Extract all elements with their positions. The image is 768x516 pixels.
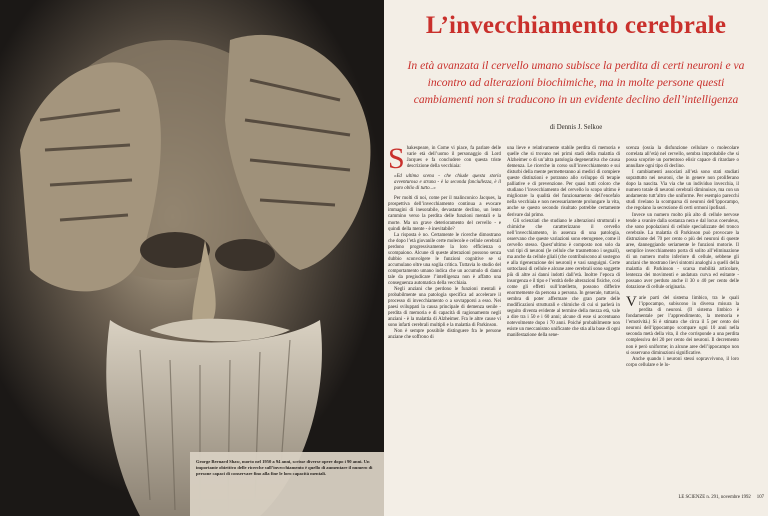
article-author: di Dennis J. Selkoe bbox=[549, 124, 603, 131]
journal-issue: LE SCIENZE n. 291, novembre 1992 bbox=[678, 495, 751, 500]
drop-cap: V bbox=[626, 294, 637, 311]
paragraph: Anche quando i neuroni stessi sopravvivono, il loro corpo cellulare e le lo- bbox=[626, 356, 739, 368]
paragraph: I cambiamenti associati all’età sono stati studiati soprattutto nei neuroni, che in genere non proliferano dopo la nascita. Via via che un individuo invecchia, il numero totale di neuroni cerebrali diminuisce, ma con un andamento tutt’altro che uniforme. Per esempio parecchi studi rivelano la scomparsa di neuroni dell’ippocampo, che regolano la secrezione di certi ormoni ipofisari. bbox=[626, 170, 739, 212]
paragraph: Gli scienziati che studiano le alterazioni strutturali e chimiche che caratterizzano il cervello nell’invecchiamento, in assenza di una patologia, osservano che queste variazioni sono eterogenee, come il cervello stesso. Quest’ultimo è composto non solo da vari tipi di neuroni (le cellule che trasmettono i segnali), ma anche da cellule gliali (che contribuiscono al sostegno e alla rigenerazione dei neuroni) e vasi sanguigni. Certe sottoclassi di cellule e alcune aree cerebrali sono soggette più di altre ai danni indotti dall’età. Inoltre l’epoca di insorgenza e il tipo e l’entità delle alterazioni fisiche, così come gli effetti sull’intelletto, possono differire enormemente da persona a persona. In generale, tuttavia, sembra di poter affermare che gran parte delle modificazioni strutturali e chimiche di cui si parlerà in seguito diventa evidente al termine della mezza età, vale a dire tra i 50 e i 60 anni; alcune di esse si accentuano notevolmente dopo i 70 anni. Poiché probabilmente non esiste un meccanismo unificante che stia alla base di ogni manifestazione della sene- bbox=[507, 218, 620, 339]
paragraph: scenza (ossia la disfunzione cellulare o molecolare correlata all’età) nel cervello, sembra improbabile che si possa scoprire un portentoso elisir capace di ritardare o annullare ogni tipo di declino. bbox=[626, 146, 739, 170]
text-column-2 bbox=[507, 146, 620, 340]
paragraph: Negli anziani che perdono le funzioni mentali è probabilmente una patologia specifica ad accelerare il processo di invecchiamento o a sovrapporsi a esso. Nei paesi sviluppati la causa principale di demenza senile - perdita di memoria e di capacità di ragionamento negli anziani - è la malattia di Alzheimer. Fra le altre cause vi sono infarti cerebrali multipli e la malattia di Parkinson. bbox=[388, 287, 501, 329]
paragraph: Shakespeare, in Come vi piace, fa parlare delle varie età dell’uomo il personaggio di Lord Jacques e fa concludere con questa triste descrizione della vecchiaia: bbox=[388, 142, 501, 175]
page-footer bbox=[638, 495, 764, 500]
text-column-3 bbox=[626, 146, 739, 369]
paragraph: Per molti di noi, come per il malinconico Jacques, la prospettiva dell’invecchiamento continua a evocare immagini di inesorabile, devastante declino, un lento cammino verso la perdita delle funzioni mentali e la morte. Ma un grave deterioramento del cervello - e quindi della mente - è inevitabile? bbox=[388, 196, 501, 232]
paragraph: Non è sempre possibile distinguere fra le persone anziane che soffrono di bbox=[388, 329, 501, 341]
paragraph: La risposta è no. Certamente le ricerche dimostrano che dopo l’età giovanile certe molecole e cellule cerebrali perdono progressivamente la loro efficienza o scompaiono. Alcune di queste alterazioni possono senza dubbio sconvolgere le funzioni cognitive se si accumulano oltre una soglia critica. Tuttavia lo studio del comportamento umano indica che un accumulo di danni tale da pregiudicare l’intelligenza non è affatto una conseguenza automatica della vecchiaia. bbox=[388, 232, 501, 286]
paragraph: una lieve e relativamente stabile perdita di memoria e quelle che si trovano nei primi stadi della malattia di Alzheimer o di un’altra patologia degenerativa che causa demenza. Le ricerche in corso sull’invecchiamento e sui disturbi della mente permetteranno ai medici di compiere queste distinzioni e potranno allo sviluppo di terapie palliative e di prevenzione. Per quasi tutti coloro che studiano l’invecchiamento del cervello lo scopo ultimo è migliorare la qualità del funzionamento dell’encefalo nella vecchiaia e non necessariamente prolungare la vita, anche se questo secondo risultato potrebbe certamente derivare dal primo. bbox=[507, 146, 620, 218]
article-title: L’invecchiamento cerebrale bbox=[425, 12, 727, 39]
photo-caption: George Bernard Shaw, morto nel 1950 a 94 anni, scrisse diverse opere dopo i 90 anni. Un importante obiettivo delle ricerche sull’invecchiamento è quello di aumentare il numero di persone capaci di conservare fino alla fine le loro capacità mentali. bbox=[196, 459, 373, 476]
quote: «Ed ultima scena - che chiude questa storia avventurosa e strana - è la seconda fanciullezza, è il puro oblio di tutto...» bbox=[394, 174, 501, 192]
text-column-1 bbox=[388, 142, 501, 341]
page-number: 107 bbox=[756, 495, 764, 500]
article-subtitle: In età avanzata il cervello umano subisce la perdita di certi neuroni e va incontro ad alterazioni biochimiche, ma in molte persone questi cambiamenti non si traducono in un evidente declino dell’intelligenza bbox=[407, 59, 745, 106]
article-page bbox=[384, 0, 768, 516]
paragraph: Varie parti del sistema limbico, tra le quali l’ippocampo, subiscono in diversa misura la perdita di neuroni. (Il sistema limbico è fondamentale per l’apprendimento, la memoria e l’emotività.) Si è stimato che circa il 5 per cento dei neuroni dell’ippocampo scompare ogni 10 anni nella seconda metà della vita, il che corrisponde a una perdita complessiva del 20 per cento dei neuroni. Il decremento non è però uniforme; in alcune aree dell’ippocampo non si osservano diminuzioni significative. bbox=[626, 294, 739, 356]
drop-cap: S bbox=[388, 142, 405, 175]
paragraph: Invece un numero molto più alto di cellule nervose tende a svanire dalla sostanza nera e dal locus coeruleus, che sono popolazioni di cellule specializzate del tronco cerebrale. La malattia di Parkinson può provocare la distruzione del 70 per cento o più dei neuroni di queste aree, danneggiando seriamente le funzioni motorie. Il semplice invecchiamento porta di solito all’eliminazione di un numero molto inferiore di cellule, sebbene gli anziani che mostrano lievi sintomi analoghi a quelli della malattia di Parkinson - scarsa mobilità articolare, lentezza dei movimenti e andatura curva ed esitante - possano aver perduto anche il 30 o 40 per cento delle dotazione di cellule originaria. bbox=[626, 212, 739, 291]
